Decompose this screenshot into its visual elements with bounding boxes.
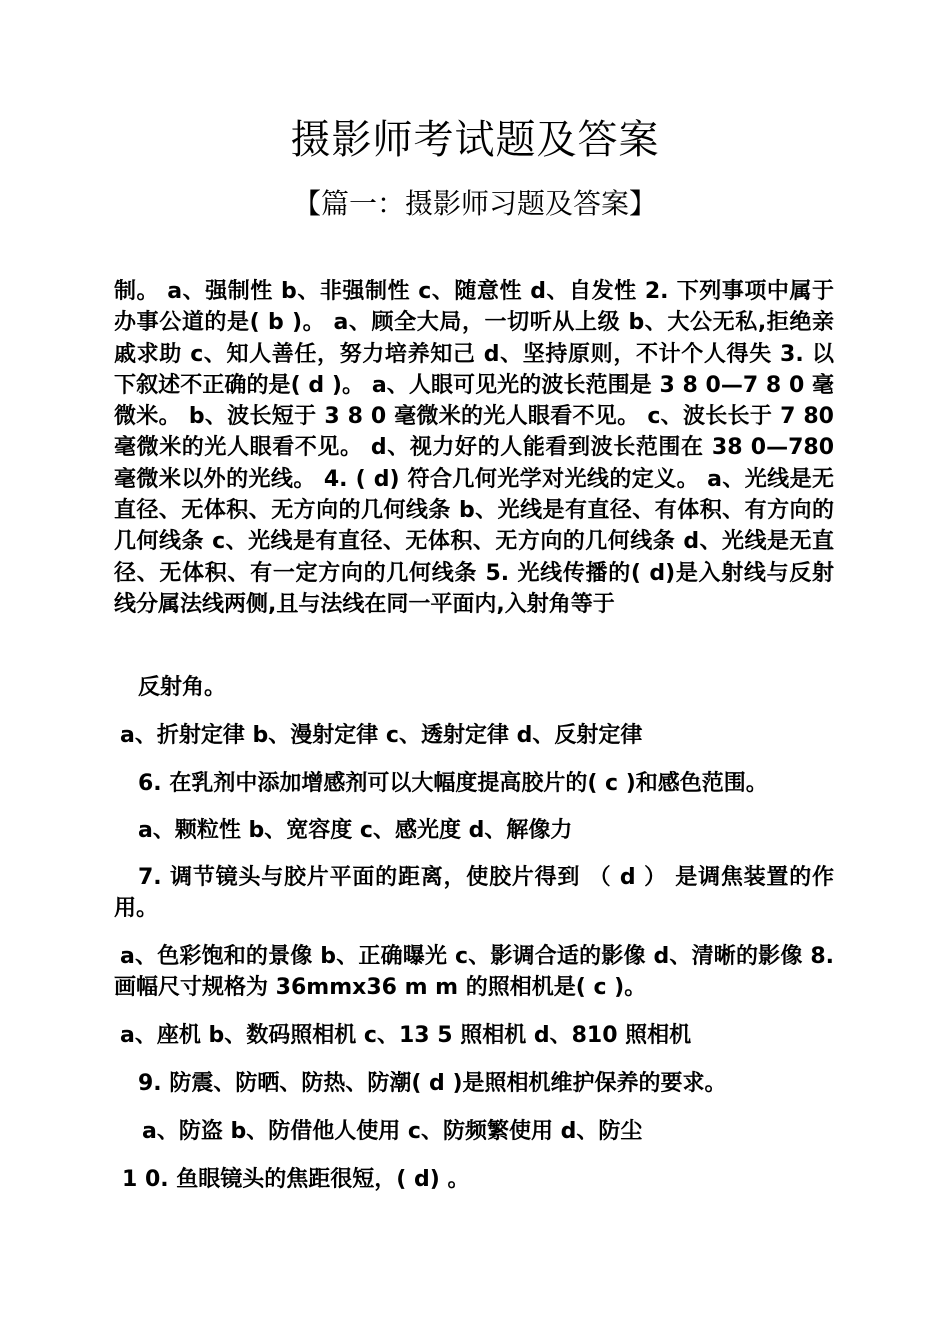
question-6-options: a、颗粒性 b、宽容度 c、感光度 d、解像力: [138, 818, 573, 843]
question-9-options: a、防盗 b、防借他人使用 c、防频繁使用 d、防尘: [142, 1119, 643, 1144]
question-5-options: a、折射定律 b、漫射定律 c、透射定律 d、反射定律: [120, 723, 643, 748]
document-subtitle: 【篇一：摄影师习题及答案】: [292, 187, 657, 220]
question-7-options-and-question-8: a、色彩饱和的景像 b、正确曝光 c、影调合适的影像 d、清晰的影像 8. 画幅尺寸规格为 36mmx36 m m 的照相机是( c )。: [114, 944, 834, 1001]
question-10: 1 0. 鱼眼镜头的焦距很短，( d) 。: [122, 1167, 470, 1192]
question-7: 7. 调节镜头与胶片平面的距离，使胶片得到 （ d ） 是调焦装置的作用。: [114, 865, 834, 922]
question-9: 9. 防震、防晒、防热、防潮( d )是照相机维护保养的要求。: [138, 1071, 727, 1096]
paragraph-questions-1-5: 制。 a、强制性 b、非强制性 c、随意性 d、自发性 2. 下列事项中属于办事公道的是( b )。 a、顾全大局，一切听从上级 b、大公无私,拒绝亲戚求助 c、知人善任，努力培养知己 d、坚持原则，不计个人得失 3. 以下叙述不正确的是( d )。 a、人眼可见光的波长范围是 3 8 0—7 8 0 毫微米。 b、波长短于 3 8 0 毫微米的光人眼看不见。 c、波长长于 7 80 毫微米的光人眼看不见。 d、视力好的人能看到波长范围在 38 0—780 毫微米以外的光线。 4. ( d) 符合几何光学对光线的定义。 a、光线是无直径、无体积、无方向的几何线条 b、光线是有直径、有体积、有方向的几何线条 c、光线是有直径、无体积、无方向的几何线条 d、光线是无直径、无体积、有一定方向的几何线条 5. 光线传播的( d)是入射线与反射线分属法线两侧,且与法线在同一平面内,入射角等于: [114, 279, 834, 617]
question-8-options: a、座机 b、数码照相机 c、13 5 照相机 d、810 照相机: [120, 1023, 692, 1048]
document-title: 摄影师考试题及答案: [290, 117, 660, 163]
paragraph-reflection-angle: 反射角。: [138, 675, 227, 700]
question-6: 6. 在乳剂中添加增感剂可以大幅度提高胶片的( c )和感色范围。: [138, 771, 768, 796]
